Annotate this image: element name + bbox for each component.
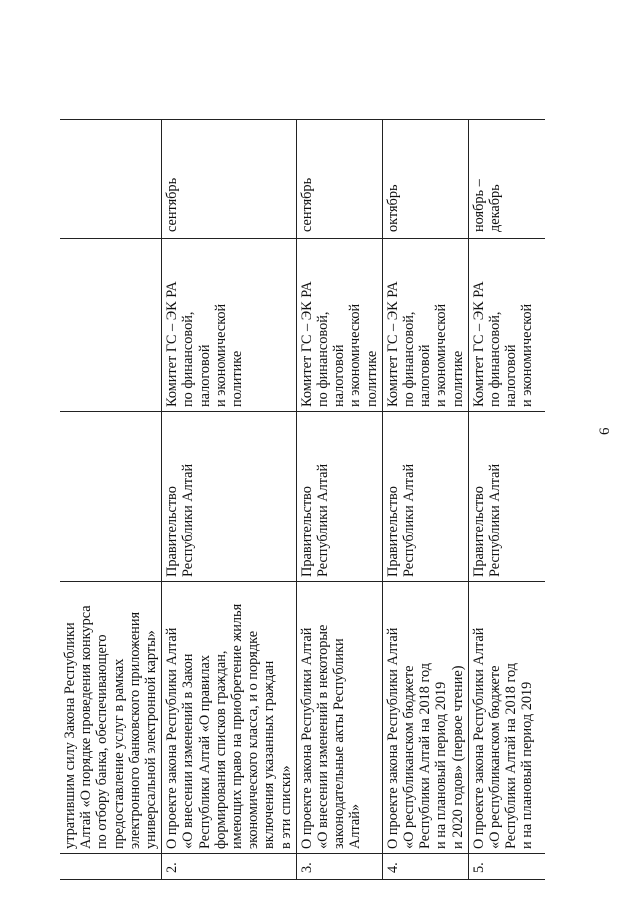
responsible-line: Республики Алтай: [487, 463, 504, 577]
row-number-cell: 3.: [296, 854, 382, 880]
item-name-line: О проекте закона Республики Алтай: [384, 627, 401, 849]
row-number-cell: 2.: [162, 854, 297, 880]
responsible-cell: [296, 412, 382, 582]
item-name-line: и 2020 годов» (первое чтение): [449, 665, 466, 849]
committee-cell: [296, 239, 382, 412]
committee-line: Комитет ГС – ЭК РА: [384, 281, 401, 407]
committee-line: и экономической: [347, 303, 364, 407]
committee-line: и экономической: [212, 303, 229, 407]
committee-line: политике: [363, 350, 380, 407]
committee-cell: [382, 239, 468, 412]
item-name-line: О проекте закона Республики Алтай: [298, 627, 315, 849]
item-name-line: Республики Алтай «О правилах: [196, 655, 213, 849]
term-cell: [382, 120, 468, 239]
table-row: [382, 120, 468, 880]
item-name-cell: [382, 582, 468, 854]
table-row: [162, 120, 297, 880]
committee-cell: [468, 239, 545, 412]
committee-line: политике: [449, 350, 466, 407]
term-line: сентябрь: [164, 177, 181, 232]
committee-line: Комитет ГС – ЭК РА: [298, 281, 315, 407]
committee-line: и экономической: [433, 303, 450, 407]
table-row: [60, 120, 162, 880]
plan-table: [60, 119, 545, 880]
item-name-line: «О республиканском бюджете: [401, 665, 418, 849]
committee-line: налоговой: [331, 344, 348, 407]
committee-line: Комитет ГС – ЭК РА: [470, 281, 487, 407]
item-name-line: и на плановый период 2019: [433, 681, 450, 849]
item-name-line: по отбору банка, обеспечивающего: [94, 634, 111, 849]
item-name-line: формирования списков граждан,: [212, 650, 229, 849]
committee-line: налоговой: [196, 344, 213, 407]
item-name-line: О проекте закона Республики Алтай: [470, 627, 487, 849]
item-name-cell: [162, 582, 297, 854]
item-name-line: Республики Алтай на 2018 год: [503, 662, 520, 849]
responsible-line: Республики Алтай: [180, 463, 197, 577]
responsible-line: Республики Алтай: [401, 463, 418, 577]
item-name-line: «О республиканском бюджете: [487, 665, 504, 849]
table-row: [296, 120, 382, 880]
committee-line: Комитет ГС – ЭК РА: [164, 281, 181, 407]
item-name-line: в эти списки»: [277, 765, 294, 849]
responsible-line: Правительство: [298, 486, 315, 577]
item-name-line: предоставление услуг в рамках: [110, 658, 127, 849]
term-line: ноябрь –: [470, 179, 487, 232]
item-name-line: Алтай»: [347, 803, 364, 849]
responsible-line: Правительство: [470, 486, 487, 577]
term-cell: [468, 120, 545, 239]
item-name-line: Республики Алтай на 2018 год: [417, 662, 434, 849]
item-name-line: включения указанных граждан: [261, 660, 278, 849]
item-name-line: экономического класса, и о порядке: [245, 630, 262, 849]
item-name-cell: [60, 582, 162, 854]
item-name-line: и на плановый период 2019: [519, 681, 536, 849]
responsible-line: Правительство: [164, 486, 181, 577]
term-line: октябрь: [384, 184, 401, 232]
responsible-cell: [162, 412, 297, 582]
committee-line: налоговой: [503, 344, 520, 407]
item-name-line: универсальной электронной карты»: [143, 630, 160, 849]
item-name-line: электронного банковского приложения: [126, 611, 143, 849]
committee-line: по финансовой,: [487, 311, 504, 407]
committee-cell: [162, 239, 297, 412]
plan-table-body: [60, 120, 545, 880]
responsible-cell: [60, 412, 162, 582]
row-number-cell: 5.: [468, 854, 545, 880]
committee-line: налоговой: [417, 344, 434, 407]
row-number-cell: [60, 854, 162, 880]
term-line: сентябрь: [298, 177, 315, 232]
term-line: декабрь: [487, 184, 504, 232]
item-name-line: утратившим силу Закона Республики: [62, 622, 78, 849]
item-name-line: «О внесении изменений в некоторые: [315, 624, 332, 849]
committee-line: и экономической: [519, 303, 536, 407]
page-number: 6: [597, 427, 613, 435]
item-name-cell: [296, 582, 382, 854]
item-name-line: Алтай «О порядке проведения конкурса: [78, 605, 95, 849]
term-cell: [162, 120, 297, 239]
responsible-cell: [382, 412, 468, 582]
responsible-cell: [468, 412, 545, 582]
term-cell: [296, 120, 382, 239]
item-name-cell: [468, 582, 545, 854]
table-row: [468, 120, 545, 880]
committee-line: политике: [229, 350, 246, 407]
item-name-line: «О внесении изменений в Закон: [180, 653, 197, 849]
term-cell: [60, 120, 162, 239]
committee-cell: [60, 239, 162, 412]
responsible-line: Правительство: [384, 486, 401, 577]
item-name-line: О проекте закона Республики Алтай: [164, 627, 181, 849]
item-name-line: имеющих право на приобретение жилья: [229, 603, 246, 849]
row-number-cell: 4.: [382, 854, 468, 880]
committee-line: по финансовой,: [180, 311, 197, 407]
responsible-line: Республики Алтай: [315, 463, 332, 577]
item-name-line: законодательные акты Республики: [331, 638, 348, 849]
committee-line: по финансовой,: [315, 311, 332, 407]
committee-line: по финансовой,: [401, 311, 418, 407]
